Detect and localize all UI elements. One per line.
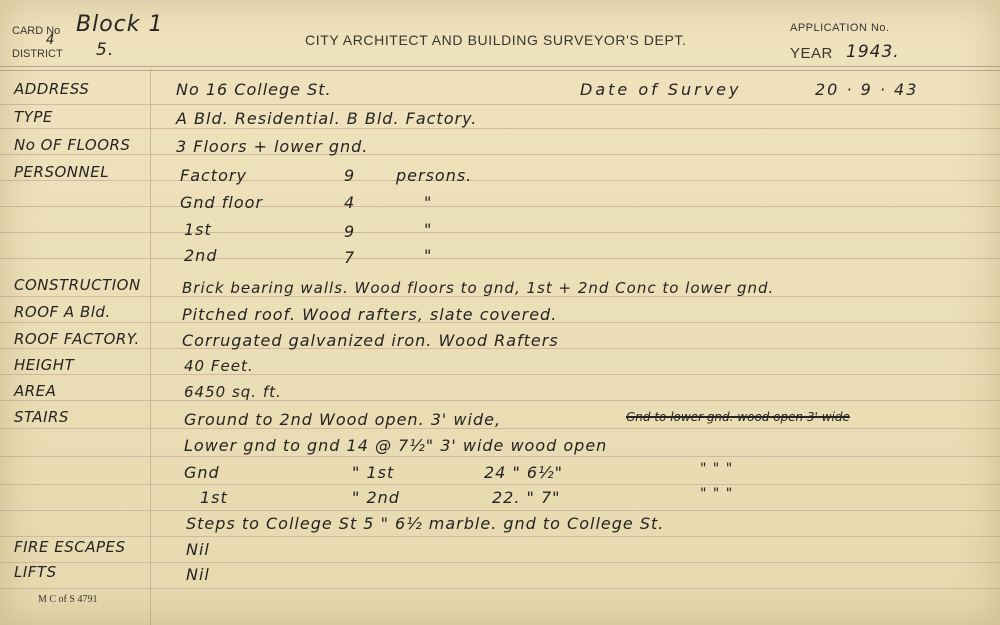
- type-label: TYPE: [14, 108, 53, 126]
- area-value: 6450 sq. ft.: [184, 383, 282, 401]
- fire-escapes-label: FIRE ESCAPES: [14, 538, 126, 556]
- personnel-row-3-a: 1st: [184, 220, 212, 239]
- year-label: YEAR: [790, 45, 833, 62]
- stairs-line-1-struck: Gnd to lower gnd. wood open 3' wide: [626, 410, 850, 424]
- type-value: A Bld. Residential. B Bld. Factory.: [176, 109, 478, 128]
- form-code: M C of S 4791: [38, 594, 98, 605]
- lifts-label: LIFTS: [14, 563, 57, 581]
- stairs-line-4-from: 1st: [200, 488, 228, 507]
- stairs-line-4-ditto: " " ": [700, 486, 734, 502]
- personnel-row-1-c: persons.: [396, 166, 473, 185]
- stairs-line-5: Steps to College St 5 " 6½ marble. gnd to College St.: [186, 514, 665, 533]
- personnel-row-1-a: Factory: [180, 166, 247, 185]
- stairs-line-2: Lower gnd to gnd 14 @ 7½" 3' wide wood open: [184, 436, 608, 455]
- address-label: ADDRESS: [14, 80, 90, 98]
- department-title: CITY ARCHITECT AND BUILDING SURVEYOR'S DEPT.: [305, 32, 687, 48]
- year-value: 1943.: [846, 42, 900, 62]
- card-no-value: Block 1: [76, 12, 164, 37]
- construction-value: Brick bearing walls. Wood floors to gnd, 1st + 2nd Conc to lower gnd.: [182, 279, 775, 297]
- stairs-line-4-to: " 2nd: [352, 488, 400, 507]
- district-label: DISTRICT: [12, 48, 63, 60]
- personnel-row-2-a: Gnd floor: [180, 193, 264, 212]
- stairs-line-3-treads: 24 " 6½": [484, 463, 563, 482]
- personnel-row-1-b: 9: [344, 166, 356, 185]
- area-label: AREA: [14, 382, 57, 400]
- personnel-row-4-c: ": [424, 246, 433, 265]
- stairs-line-4-treads: 22. " 7": [492, 488, 561, 507]
- floors-value: 3 Floors + lower gnd.: [176, 137, 369, 156]
- personnel-label: PERSONNEL: [14, 163, 110, 181]
- height-value: 40 Feet.: [184, 357, 254, 375]
- construction-label: CONSTRUCTION: [14, 276, 141, 294]
- personnel-row-3-c: ": [424, 220, 433, 239]
- district-value: 5.: [96, 40, 115, 60]
- personnel-row-4-a: 2nd: [184, 246, 218, 265]
- personnel-row-2-b: 4: [344, 193, 356, 212]
- application-label: APPLICATION No.: [790, 22, 890, 34]
- stairs-line-3-ditto: " " ": [700, 461, 734, 477]
- stairs-line-1: Ground to 2nd Wood open. 3' wide,: [184, 410, 502, 429]
- survey-date-label: Date of Survey: [580, 80, 742, 99]
- fire-escapes-value: Nil: [186, 540, 210, 559]
- roof-factory-value: Corrugated galvanized iron. Wood Rafters: [182, 331, 559, 350]
- label-column-divider: [150, 68, 151, 625]
- stairs-line-3-to: " 1st: [352, 463, 395, 482]
- height-label: HEIGHT: [14, 356, 75, 374]
- roof-a-label: ROOF A Bld.: [14, 303, 111, 321]
- header-rule: [0, 66, 1000, 67]
- roof-factory-label: ROOF FACTORY.: [14, 330, 140, 348]
- card-no-label: CARD No: [12, 25, 61, 37]
- district-extra: 4: [46, 33, 56, 48]
- address-value: No 16 College St.: [176, 80, 332, 99]
- lifts-value: Nil: [186, 565, 210, 584]
- stairs-line-3-from: Gnd: [184, 463, 220, 482]
- personnel-row-4-b: 7: [344, 248, 356, 267]
- personnel-row-2-c: ": [424, 193, 433, 212]
- survey-date-value: 20 · 9 · 43: [815, 80, 919, 99]
- personnel-row-3-b: 9: [344, 222, 356, 241]
- stairs-label: STAIRS: [14, 408, 69, 426]
- floors-label: No OF FLOORS: [14, 136, 131, 154]
- roof-a-value: Pitched roof. Wood rafters, slate covered.: [182, 305, 558, 324]
